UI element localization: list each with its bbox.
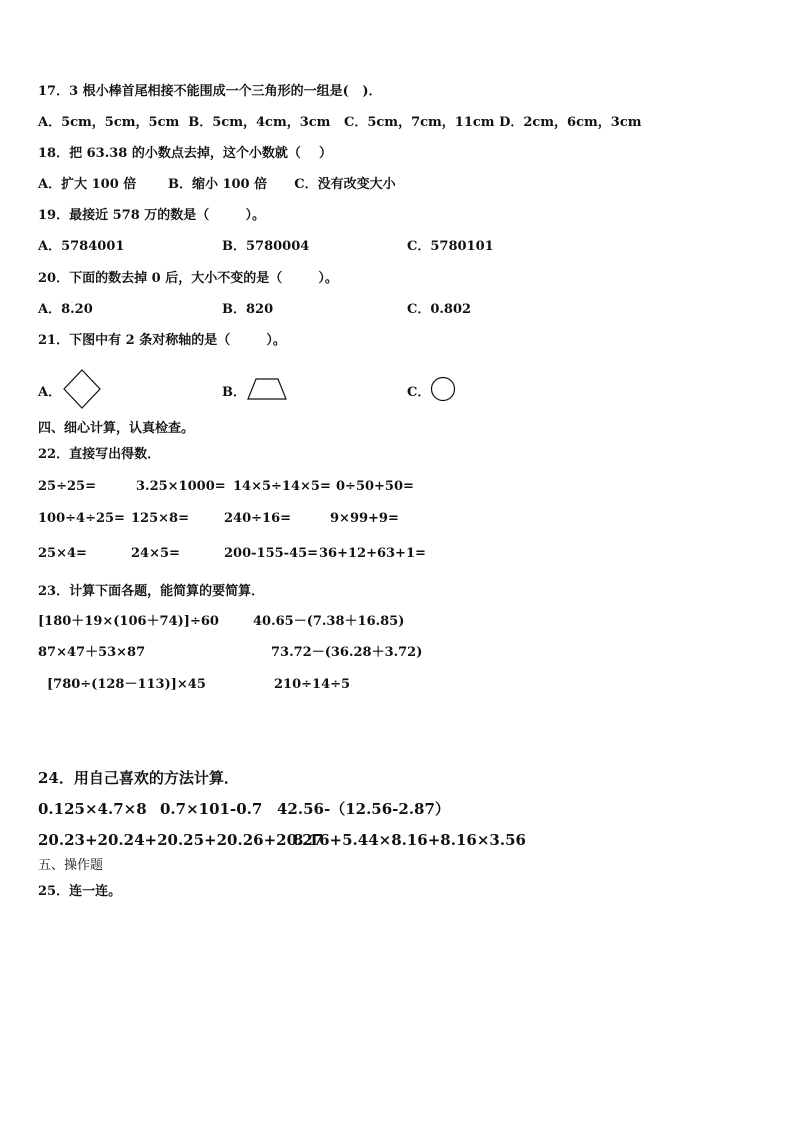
q19-option-b: B．5780004: [222, 239, 310, 254]
q17-options: A．5cm，5cm，5cm B．5cm，4cm，3cm C．5cm，7cm，11cm D．2cm，6cm，3cm: [38, 115, 642, 130]
q23-r3-c1: [780÷(128－113)]×45: [47, 677, 206, 692]
q18-question: 18．把 63.38 的小数点去掉，这个小数就（ ）: [38, 146, 332, 161]
q19-question: 19．最接近 578 万的数是（ ）。: [38, 208, 265, 223]
q23-r3-c2: 210÷14÷5: [274, 677, 351, 692]
q22-r1-c2: 3.25×1000=: [136, 479, 226, 494]
q24-r2-c1: 20.23+20.24+20.25+20.26+20.27: [38, 831, 324, 849]
circle-outline: [432, 378, 455, 401]
q20-option-a: A．8.20: [38, 302, 93, 317]
section-5-heading: 五、操作题: [38, 858, 104, 873]
q22-question: 22．直接写出得数．: [38, 447, 161, 462]
q24-question: 24．用自己喜欢的方法计算．: [38, 769, 239, 787]
q23-r1-c2: 40.65－(7.38＋16.85): [253, 614, 405, 629]
q22-r3-c2: 24×5=: [131, 546, 180, 561]
q23-r2-c1: 87×47＋53×87: [38, 645, 146, 660]
q18-options: A．扩大 100 倍 B．缩小 100 倍 C．没有改变大小: [38, 177, 396, 192]
q17-question: 17．3 根小棒首尾相接不能围成一个三角形的一组是( )．: [38, 84, 382, 99]
q22-r2-c3: 240÷16=: [224, 511, 292, 526]
q23-r1-c1: [180＋19×(106＋74)]÷60: [38, 614, 219, 629]
q22-r1-c1: 25÷25=: [38, 479, 96, 494]
q20-option-b: B．820: [222, 302, 274, 317]
q20-question: 20．下面的数去掉 0 后，大小不变的是（ ）。: [38, 271, 338, 286]
q19-option-a: A．5784001: [38, 239, 125, 254]
q22-r2-c4: 9×99+9=: [330, 511, 399, 526]
q21-option-c: C．: [407, 385, 431, 400]
q22-r1-c4: 0÷50+50=: [336, 479, 414, 494]
q19-option-c: C．5780101: [407, 239, 494, 254]
q24-r2-c2: 8.16+5.44×8.16+8.16×3.56: [293, 831, 526, 849]
q22-r3-c3: 200-155-45=: [224, 546, 319, 561]
q20-option-c: C．0.802: [407, 302, 472, 317]
q21-shapes-row: [38, 366, 538, 412]
q22-r2-c1: 100÷4÷25=: [38, 511, 125, 526]
trapezoid-outline: [248, 379, 286, 399]
diamond-outline: [64, 370, 100, 408]
q22-r3-c4: 36+12+63+1=: [319, 546, 426, 561]
q23-question: 23．计算下面各题，能简算的要简算．: [38, 584, 265, 599]
q21-question: 21．下图中有 2 条对称轴的是（ ）。: [38, 333, 286, 348]
circle-shape: [429, 375, 457, 403]
q25-question: 25．连一连。: [38, 884, 122, 899]
trapezoid-shape: [246, 376, 288, 402]
q21-option-a: A．: [38, 385, 62, 400]
q22-r2-c2: 125×8=: [131, 511, 189, 526]
q22-r1-c3: 14×5÷14×5=: [233, 479, 331, 494]
q24-r1-c3: 42.56-（12.56-2.87）: [277, 800, 450, 818]
q22-r3-c1: 25×4=: [38, 546, 87, 561]
diamond-shape: [62, 368, 102, 410]
section-4-heading: 四、细心计算，认真检查。: [38, 421, 195, 436]
q23-r2-c2: 73.72－(36.28＋3.72): [271, 645, 423, 660]
q24-r1-c2: 0.7×101-0.7: [160, 800, 263, 818]
q21-option-b: B．: [222, 385, 246, 400]
q24-r1-c1: 0.125×4.7×8: [38, 800, 147, 818]
